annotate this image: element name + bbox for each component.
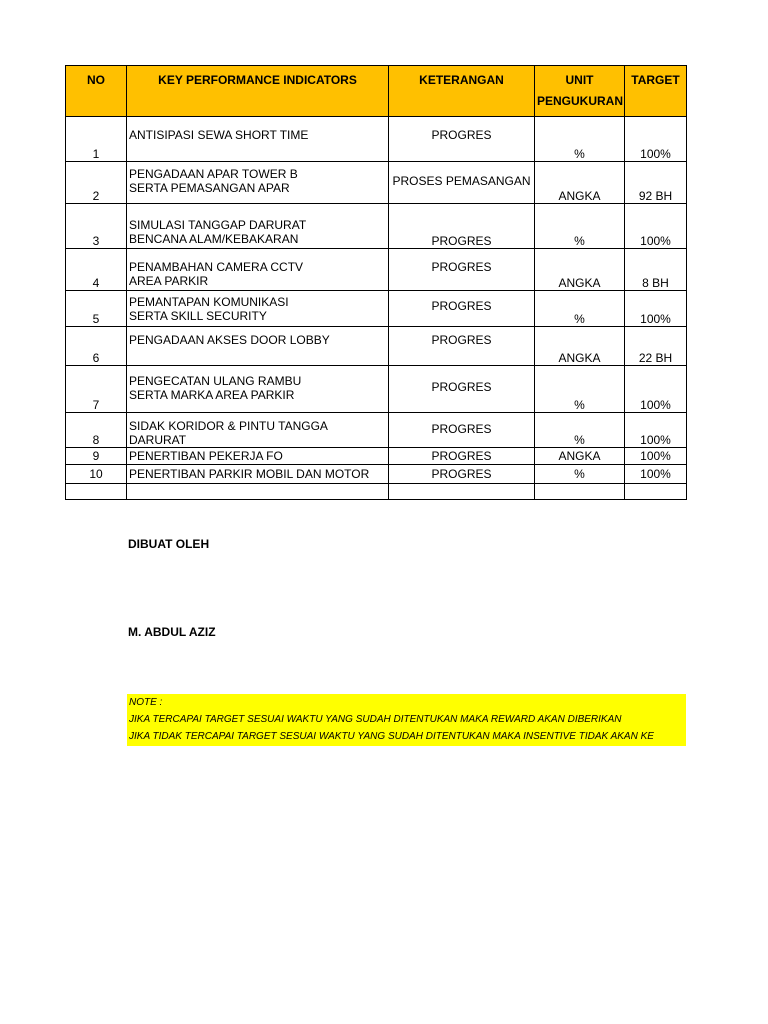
cell-target: 100% (625, 204, 687, 249)
signer-name: M. ABDUL AZIZ (128, 625, 216, 639)
table-row (66, 465, 687, 484)
cell-keterangan: PROGRES (389, 291, 535, 327)
cell-keterangan: PROGRES (389, 204, 535, 249)
cell-keterangan: PROGRES (389, 448, 535, 465)
cell-no: 5 (66, 291, 127, 327)
cell-no: 2 (66, 162, 127, 204)
cell-keterangan: PROGRES (389, 366, 535, 413)
cell-target: 22 BH (625, 327, 687, 366)
empty-cell (127, 484, 389, 500)
cell-target: 100% (625, 413, 687, 448)
header-unit (535, 66, 625, 117)
cell-target: 100% (625, 448, 687, 465)
cell-no: 4 (66, 249, 127, 291)
cell-kpi: PENERTIBAN PARKIR MOBIL DAN MOTOR (127, 465, 389, 484)
cell-no: 3 (66, 204, 127, 249)
cell-unit: % (535, 413, 625, 448)
kpi-table (65, 65, 687, 500)
prepared-by-label: DIBUAT OLEH (128, 537, 210, 551)
cell-no: 1 (66, 117, 127, 162)
note-line-1: JIKA TERCAPAI TARGET SESUAI WAKTU YANG SUDAH DITENTUKAN MAKA REWARD AKAN DIBERIKAN (129, 714, 622, 725)
table-row (66, 249, 687, 291)
cell-kpi: PENERTIBAN PEKERJA FO (127, 448, 389, 465)
cell-unit: % (535, 366, 625, 413)
cell-no: 7 (66, 366, 127, 413)
cell-kpi: PENGADAAN APAR TOWER B SERTA PEMASANGAN APAR (127, 162, 389, 204)
empty-cell (625, 484, 687, 500)
cell-keterangan: PROSES PEMASANGAN (389, 162, 535, 204)
cell-keterangan: PROGRES (389, 117, 535, 162)
note-line-2: JIKA TIDAK TERCAPAI TARGET SESUAI WAKTU YANG SUDAH DITENTUKAN MAKA INSENTIVE TIDAK AKAN KE (129, 731, 654, 742)
header-unit-line1: UNIT (565, 73, 594, 87)
cell-kpi: SIDAK KORIDOR & PINTU TANGGA DARURAT (127, 413, 389, 448)
cell-keterangan: PROGRES (389, 327, 535, 366)
table-row (66, 327, 687, 366)
cell-keterangan: PROGRES (389, 465, 535, 484)
table-row (66, 366, 687, 413)
cell-unit: ANGKA (535, 448, 625, 465)
cell-unit: ANGKA (535, 162, 625, 204)
note-box (127, 694, 686, 746)
cell-unit: % (535, 204, 625, 249)
cell-target: 100% (625, 117, 687, 162)
table-row (66, 117, 687, 162)
cell-target: 100% (625, 465, 687, 484)
cell-kpi: PEMANTAPAN KOMUNIKASI SERTA SKILL SECURITY (127, 291, 389, 327)
cell-target: 8 BH (625, 249, 687, 291)
cell-target: 100% (625, 366, 687, 413)
cell-kpi: PENGECATAN ULANG RAMBU SERTA MARKA AREA PARKIR (127, 366, 389, 413)
note-title: NOTE : (129, 697, 163, 708)
cell-unit: % (535, 117, 625, 162)
header-target: TARGET (625, 66, 687, 117)
empty-cell (535, 484, 625, 500)
table-row (66, 448, 687, 465)
empty-cell (389, 484, 535, 500)
cell-unit: % (535, 465, 625, 484)
header-row (66, 66, 687, 117)
cell-unit: % (535, 291, 625, 327)
table-row (66, 413, 687, 448)
header-kpi: KEY PERFORMANCE INDICATORS (127, 66, 389, 117)
cell-unit: ANGKA (535, 249, 625, 291)
header-no: NO (66, 66, 127, 117)
header-unit-line2: PENGUKURAN (537, 94, 624, 108)
cell-target: 100% (625, 291, 687, 327)
cell-kpi: PENAMBAHAN CAMERA CCTV AREA PARKIR (127, 249, 389, 291)
cell-kpi: ANTISIPASI SEWA SHORT TIME (127, 117, 389, 162)
cell-no: 6 (66, 327, 127, 366)
header-keterangan: KETERANGAN (389, 66, 535, 117)
cell-no: 9 (66, 448, 127, 465)
cell-no: 10 (66, 465, 127, 484)
table-row (66, 162, 687, 204)
cell-keterangan: PROGRES (389, 413, 535, 448)
cell-unit: ANGKA (535, 327, 625, 366)
empty-cell (66, 484, 127, 500)
cell-no: 8 (66, 413, 127, 448)
cell-target: 92 BH (625, 162, 687, 204)
table-row (66, 204, 687, 249)
cell-kpi: PENGADAAN AKSES DOOR LOBBY (127, 327, 389, 366)
cell-keterangan: PROGRES (389, 249, 535, 291)
cell-kpi: SIMULASI TANGGAP DARURAT BENCANA ALAM/KEBAKARAN (127, 204, 389, 249)
table-row (66, 291, 687, 327)
empty-row (66, 484, 687, 500)
